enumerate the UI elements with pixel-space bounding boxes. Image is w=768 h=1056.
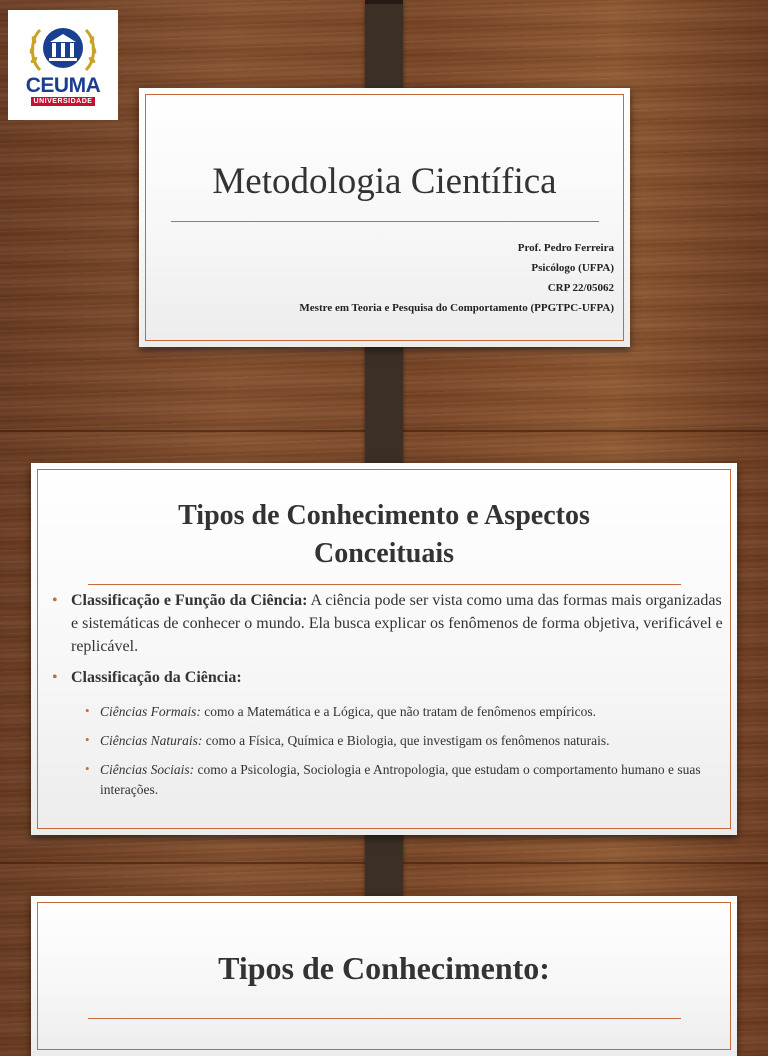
sub-text: como a Matemática e a Lógica, que não tratam de fenômenos empíricos. — [200, 704, 596, 719]
sub-list-item — [85, 760, 731, 800]
bullet-text: A ciência pode ser vista como uma das formas mais organizadas e sistemáticas de conhecer o mundo. Ela busca explicar os fenômenos de forma objetiva, verificável e replicável. — [71, 592, 723, 655]
author-credits — [299, 238, 614, 318]
slide-title — [31, 497, 737, 573]
list-item — [52, 589, 731, 658]
bullet-icon: • — [85, 703, 90, 718]
sub-text: como a Psicologia, Sociologia e Antropologia, que estudam o comportamento humano e suas interações. — [100, 762, 701, 797]
author-title: Psicólogo (UFPA) — [531, 262, 614, 274]
title-divider — [171, 221, 599, 222]
title-divider — [88, 584, 681, 585]
bullet-icon: • — [52, 669, 58, 686]
slide-title: Tipos de Conhecimento: — [218, 950, 550, 986]
bullet-label: Classificação da Ciência: — [71, 669, 242, 686]
title-divider — [88, 1018, 681, 1019]
slide-title-line: Tipos de Conhecimento e Aspectos — [178, 500, 590, 531]
sub-list-item — [85, 731, 731, 751]
ceuma-logo — [8, 10, 118, 120]
concepts-slide — [31, 463, 737, 835]
sub-term: Ciências Naturais: — [100, 733, 203, 748]
list-item — [52, 666, 731, 689]
sub-term: Ciências Formais: — [100, 704, 201, 719]
bullet-icon: • — [52, 592, 58, 609]
bullet-label: Classificação e Função da Ciência: — [71, 592, 308, 609]
sub-text: como a Física, Química e Biologia, que investigam os fenômenos naturais. — [202, 733, 610, 748]
logo-wordmark: CEUMA — [25, 74, 101, 97]
slide-content — [52, 589, 731, 809]
title-slide — [139, 88, 630, 347]
bullet-icon: • — [85, 732, 90, 747]
logo-subtitle: UNIVERSIDADE — [31, 97, 96, 106]
knowledge-types-slide — [31, 896, 737, 1056]
slide-title: Metodologia Científica — [212, 161, 557, 202]
sub-list-item — [85, 702, 731, 722]
author-degree: Mestre em Teoria e Pesquisa do Comportamento (PPGTPC-UFPA) — [299, 302, 614, 314]
author-registration: CRP 22/05062 — [547, 282, 614, 294]
slide-strap — [365, 330, 403, 482]
author-name: Prof. Pedro Ferreira — [517, 242, 614, 254]
bullet-icon: • — [85, 761, 90, 776]
laurel-emblem-icon — [26, 24, 100, 74]
slide-title-line: Conceituais — [314, 538, 454, 569]
sub-term: Ciências Sociais: — [100, 762, 195, 777]
